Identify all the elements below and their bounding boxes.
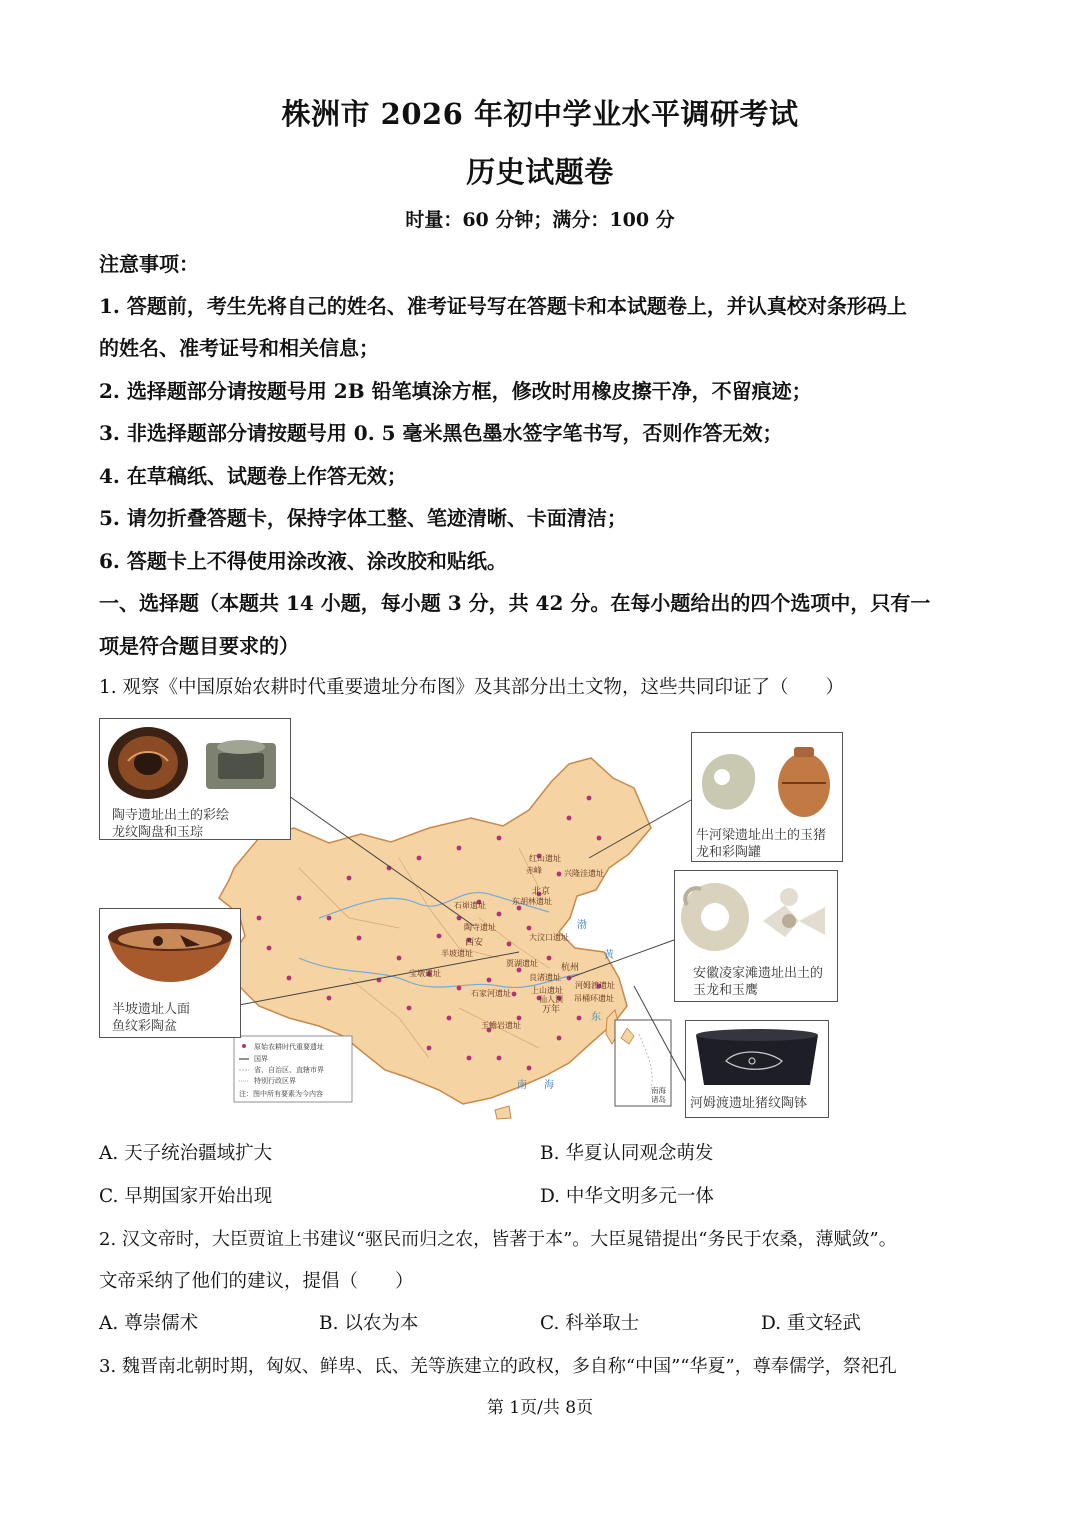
artifact-niuheliang <box>691 732 843 862</box>
caption-taosi-line2: 龙纹陶盘和玉琮 <box>112 825 204 840</box>
label-beijing: 北京 <box>532 887 551 897</box>
question-2-stem: 2. 汉文帝时，大臣贾谊上书建议“驱民而归之农，皆著于本”。大臣晁错提出“务民于农桑，薄赋敛”。 <box>99 1229 897 1250</box>
legend-note: 注：图中所有要素为今内容 <box>239 1090 323 1098</box>
legend-sites: 原始农耕时代重要遗址 <box>254 1043 324 1051</box>
label-banpo: 半坡遗址 <box>441 949 473 958</box>
q2-option-a[interactable]: A. 尊崇儒术 <box>99 1313 199 1334</box>
niuheliang-artifacts-image <box>692 733 842 825</box>
q1-figure <box>99 718 844 1120</box>
notice-item: 2. 选择题部分请按题号用 2B 铅笔填涂方框，修改时用橡皮擦干净，不留痕迹； <box>99 379 812 403</box>
lingjiatan-artifacts-image <box>675 871 837 961</box>
inset-label-line1: 南海 <box>651 1086 666 1095</box>
section-heading: 一、选择题（本题共 14 小题，每小题 3 分，共 42 分。在每小题给出的四个选项中，只有一 <box>99 591 931 615</box>
notice-item: 4. 在草稿纸、试题卷上作答无效； <box>99 464 407 488</box>
caption-banpo-line2: 鱼纹彩陶盆 <box>112 1019 178 1034</box>
sea-label-nanhai: 南 <box>517 1080 527 1091</box>
q1-option-d[interactable]: D. 中华文明多元一体 <box>540 1186 714 1207</box>
sea-label-huanghai: 黄 <box>604 950 614 961</box>
artifact-hemudu <box>685 1020 829 1118</box>
notice-item: 6. 答题卡上不得使用涂改液、涂改胶和贴纸。 <box>99 549 507 573</box>
label-yuchanyan: 玉蟾岩遗址 <box>481 1021 521 1030</box>
label-dawenkou: 大汶口遗址 <box>529 933 569 942</box>
artifact-taosi <box>99 718 291 840</box>
exam-subject: 历史试题卷 <box>466 155 614 189</box>
label-shijiahe: 石家河遗址 <box>471 989 511 998</box>
artifact-lingjiatan <box>674 870 838 1002</box>
caption-taosi-line1: 陶寺遗址出土的彩绘 <box>112 808 230 823</box>
label-hongshan: 红山遗址 <box>529 854 561 863</box>
label-shangshan: 上山遗址 <box>531 986 563 995</box>
legend-border: 国界 <box>254 1055 268 1063</box>
time-and-score: 时量：60 分钟；满分：100 分 <box>405 209 675 231</box>
label-chifeng: 赤峰 <box>526 866 542 875</box>
q2-option-c[interactable]: C. 科举取士 <box>540 1313 640 1334</box>
inset-label-line2: 诸岛 <box>651 1095 666 1104</box>
sea-label-donghai: 东 <box>591 1012 601 1023</box>
caption-banpo-line1: 半坡遗址人面 <box>112 1002 191 1017</box>
label-hangzhou: 杭州 <box>561 963 580 973</box>
q1-option-c[interactable]: C. 早期国家开始出现 <box>99 1186 273 1207</box>
caption-lingjiatan-line2: 玉龙和玉鹰 <box>693 983 759 998</box>
question-2-stem-cont: 文帝采纳了他们的建议，提倡（ ） <box>99 1271 414 1292</box>
label-diaotonghuan: 吊桶环遗址 <box>574 994 614 1003</box>
label-xinglongwa: 兴隆洼遗址 <box>564 869 604 878</box>
notice-item: 的姓名、准考证号和相关信息； <box>99 336 379 360</box>
label-jiahu: 贾湖遗址 <box>506 959 538 968</box>
label-hemudu: 河姆渡遗址 <box>575 981 615 990</box>
sea-label-hai: 海 <box>544 1080 554 1091</box>
legend-sar: 特别行政区界 <box>254 1077 296 1085</box>
exam-title: 株洲市 2026 年初中学业水平调研考试 <box>281 97 799 131</box>
notice-item: 3. 非选择题部分请按题号用 0. 5 毫米黑色墨水签字笔书写，否则作答无效； <box>99 421 783 445</box>
legend-province: 省、自治区、直辖市界 <box>254 1066 324 1074</box>
label-shimao: 石峁遗址 <box>454 901 486 910</box>
label-liangzhu: 良渚遗址 <box>529 973 561 982</box>
question-1-stem: 1. 观察《中国原始农耕时代重要遗址分布图》及其部分出土文物，这些共同印证了（ ） <box>99 677 845 698</box>
label-baodun: 宝墩遗址 <box>409 969 441 978</box>
q1-option-b[interactable]: B. 华夏认同观念萌发 <box>540 1143 714 1164</box>
notice-item: 5. 请勿折叠答题卡，保持字体工整、笔迹清晰、卡面清洁； <box>99 506 627 530</box>
hemudu-bowl-image <box>686 1021 828 1093</box>
caption-niuheliang-line2: 龙和彩陶罐 <box>696 845 762 860</box>
page-number: 第 1页/共 8页 <box>486 1398 594 1418</box>
q2-option-b[interactable]: B. 以农为本 <box>319 1313 419 1334</box>
label-taosi: 陶寺遗址 <box>464 923 496 932</box>
label-xian: 西安 <box>465 938 484 948</box>
q2-option-d[interactable]: D. 重文轻武 <box>761 1313 861 1334</box>
banpo-basin-image <box>100 909 240 999</box>
label-xianrendong: 仙人洞 <box>539 995 563 1004</box>
taosi-artifacts-image <box>100 719 290 803</box>
label-wannian: 万年 <box>542 1005 561 1015</box>
label-donghulin: 东胡林遗址 <box>512 897 552 906</box>
section-heading-cont: 项是符合题目要求的） <box>99 634 299 658</box>
artifact-banpo <box>99 908 241 1038</box>
notice-item: 1. 答题前，考生先将自己的姓名、准考证号写在答题卡和本试题卷上，并认真校对条形码上 <box>99 294 907 318</box>
question-3-stem: 3. 魏晋南北朝时期，匈奴、鲜卑、氐、羌等族建立的政权，多自称“中国”“华夏”，尊奉儒学，祭祀孔 <box>99 1356 897 1377</box>
caption-hemudu: 河姆渡遗址猪纹陶钵 <box>690 1096 808 1111</box>
hainan-shape <box>495 1106 511 1119</box>
q1-option-a[interactable]: A. 天子统治疆域扩大 <box>99 1143 273 1164</box>
sea-label-bohai: 渤 <box>577 920 587 931</box>
notice-heading: 注意事项： <box>99 252 199 276</box>
caption-lingjiatan-line1: 安徽凌家滩遗址出土的 <box>693 966 824 981</box>
caption-niuheliang-line1: 牛河梁遗址出土的玉猪 <box>696 828 827 843</box>
